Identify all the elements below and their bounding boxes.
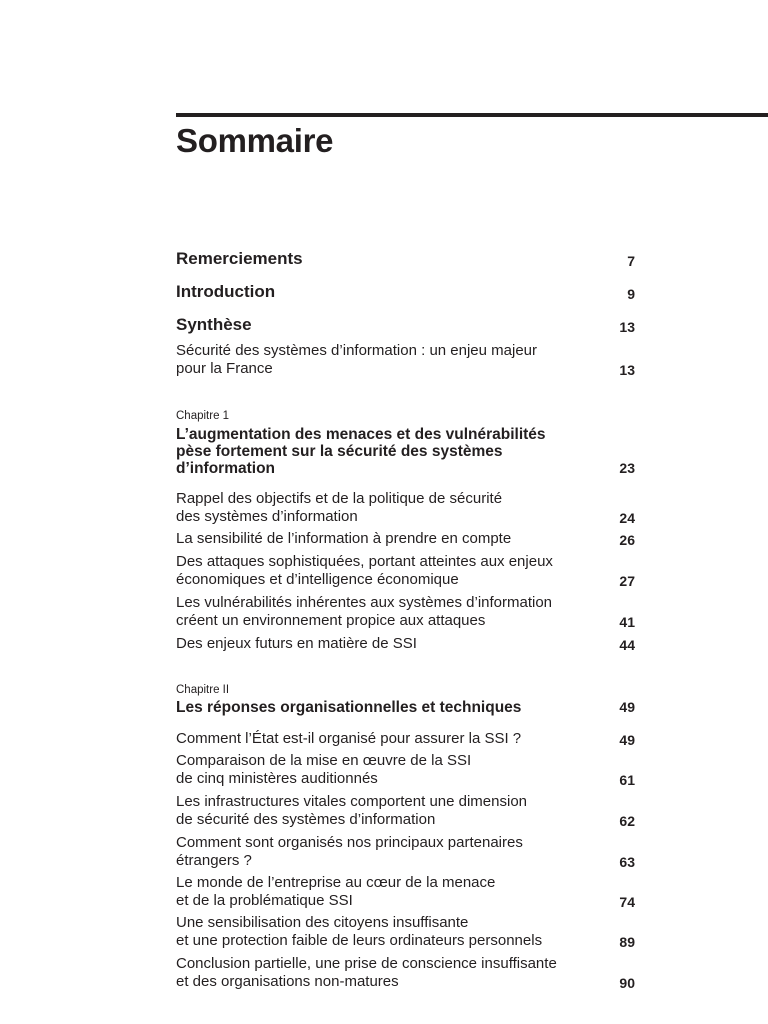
toc-entry-label: Les vulnérabilités inhérentes aux systèmes d’information créent un environnement propice aux attaques bbox=[176, 594, 553, 629]
toc-page-number: 7 bbox=[627, 253, 635, 269]
toc-chapter-2-title[interactable] bbox=[176, 699, 635, 716]
toc-page-number: 26 bbox=[619, 532, 635, 548]
top-rule bbox=[176, 113, 768, 117]
toc-entry[interactable] bbox=[176, 530, 635, 548]
toc-entry-label: Les infrastructures vitales comportent une dimension de sécurité des systèmes d’information bbox=[176, 793, 528, 828]
toc-entry-introduction[interactable] bbox=[176, 282, 635, 302]
toc-entry-label: Rappel des objectifs et de la politique de sécurité des systèmes d’information bbox=[176, 490, 503, 525]
toc-entry[interactable] bbox=[176, 914, 635, 950]
toc-entry[interactable] bbox=[176, 955, 635, 991]
toc-entry[interactable] bbox=[176, 594, 635, 630]
toc-entry-label: Le monde de l’entreprise au cœur de la menace et de la problématique SSI bbox=[176, 874, 496, 909]
toc-page-number: 74 bbox=[619, 894, 635, 910]
toc-page-number: 89 bbox=[619, 934, 635, 950]
toc-entry[interactable] bbox=[176, 635, 635, 653]
toc-entry[interactable] bbox=[176, 730, 635, 748]
toc-page-number: 24 bbox=[619, 510, 635, 526]
toc-entry[interactable] bbox=[176, 490, 635, 526]
toc-chapter-1-title[interactable] bbox=[176, 426, 635, 477]
toc-page-number: 41 bbox=[619, 614, 635, 630]
toc-entry-synthese[interactable] bbox=[176, 315, 635, 335]
toc-entry-label: Introduction bbox=[176, 282, 276, 301]
toc-entry-label: Comparaison de la mise en œuvre de la SSI de cinq ministères auditionnés bbox=[176, 752, 472, 787]
toc-page-number: 62 bbox=[619, 813, 635, 829]
toc-entry-remerciements[interactable] bbox=[176, 249, 635, 269]
toc-page-number: 90 bbox=[619, 975, 635, 991]
toc-entry-label: Synthèse bbox=[176, 315, 252, 334]
chapter-label: Chapitre II bbox=[176, 684, 230, 696]
toc-page-number: 44 bbox=[619, 637, 635, 653]
toc-entry-label: La sensibilité de l’information à prendre en compte bbox=[176, 530, 512, 547]
toc-page-number: 13 bbox=[619, 362, 635, 378]
chapter-title: Les réponses organisationnelles et techniques bbox=[176, 699, 522, 716]
toc-entry-label: Comment l’État est-il organisé pour assurer la SSI ? bbox=[176, 730, 522, 747]
toc-entry-label: Conclusion partielle, une prise de conscience insuffisante et des organisations non-matures bbox=[176, 955, 557, 990]
toc-entry[interactable] bbox=[176, 874, 635, 910]
toc-page-number: 23 bbox=[619, 460, 635, 476]
toc-entry-label: Sécurité des systèmes d’information : un enjeu majeur pour la France bbox=[176, 342, 538, 377]
page-title: Sommaire bbox=[176, 122, 334, 159]
toc-entry-label: Comment sont organisés nos principaux partenaires étrangers ? bbox=[176, 834, 523, 869]
toc-entry-label: Des enjeux futurs en matière de SSI bbox=[176, 635, 417, 652]
toc-page-number: 13 bbox=[619, 319, 635, 335]
toc-page-number: 49 bbox=[619, 732, 635, 748]
chapter-title: L’augmentation des menaces et des vulnérabilités pèse fortement sur la sécurité des systèmes d’information bbox=[176, 426, 546, 477]
toc-entry-label: Des attaques sophistiquées, portant atteintes aux enjeux économiques et d’intelligence économique bbox=[176, 553, 553, 588]
toc-page-number: 49 bbox=[619, 699, 635, 715]
chapter-label: Chapitre 1 bbox=[176, 410, 230, 422]
toc-page-number: 27 bbox=[619, 573, 635, 589]
toc-entry[interactable] bbox=[176, 553, 635, 589]
toc-entry-label: Remerciements bbox=[176, 249, 303, 268]
toc-entry[interactable] bbox=[176, 793, 635, 829]
toc-entry-label: Une sensibilisation des citoyens insuffisante et une protection faible de leurs ordinateurs personnels bbox=[176, 914, 543, 949]
toc-page-number: 63 bbox=[619, 854, 635, 870]
toc-entry[interactable] bbox=[176, 834, 635, 870]
toc-page-number: 61 bbox=[619, 772, 635, 788]
toc-entry[interactable] bbox=[176, 752, 635, 788]
toc-page-number: 9 bbox=[627, 286, 635, 302]
toc-entry-synthese-sub[interactable] bbox=[176, 342, 635, 378]
